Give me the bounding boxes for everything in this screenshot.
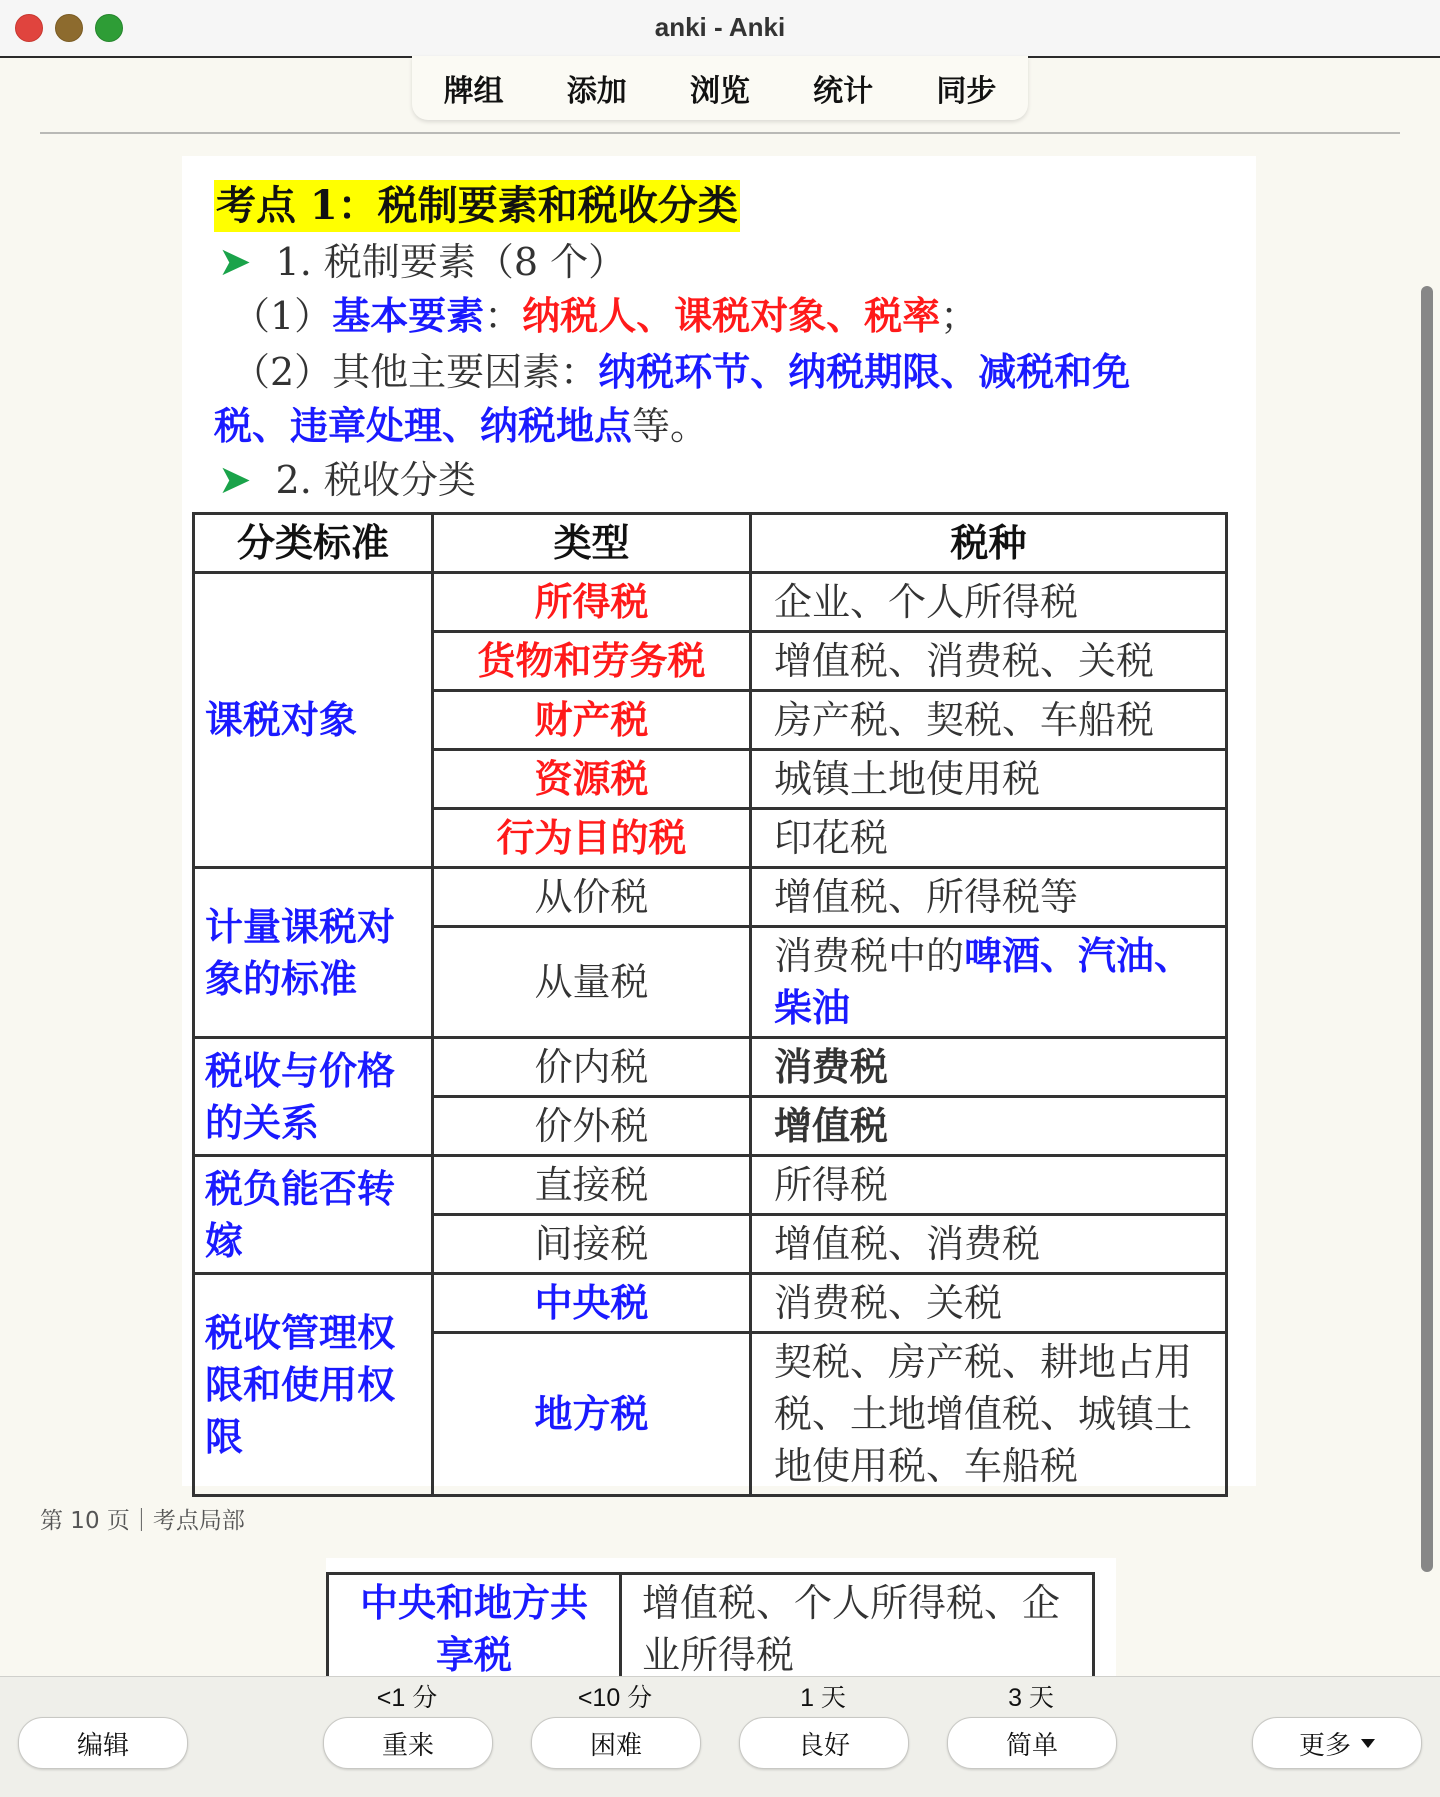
nav-browse[interactable]: 浏览 xyxy=(689,74,750,109)
group-cell: 计量课税对象的标准 xyxy=(194,868,433,1038)
taxes-plain-text: 消费税中的 xyxy=(774,934,965,978)
topic-heading: 考点 1：税制要素和税收分类 xyxy=(214,180,740,232)
type-cell: 价内税 xyxy=(433,1038,751,1097)
basic-elements-value: 纳税人、课税对象、税率 xyxy=(522,293,941,338)
divider xyxy=(40,132,1400,134)
group-cell: 税收与价格的关系 xyxy=(194,1038,433,1156)
taxes-cell: 增值税 xyxy=(751,1097,1227,1156)
type-cell: 价外税 xyxy=(433,1097,751,1156)
good-button[interactable]: 良好 xyxy=(739,1717,909,1769)
shared-tax-table xyxy=(326,1572,1095,1676)
header-type: 类型 xyxy=(433,514,751,573)
table-header-row xyxy=(194,514,1227,573)
section-1-line xyxy=(218,236,626,288)
hard-button[interactable]: 困难 xyxy=(531,1717,701,1769)
section-2-title: 2. 税收分类 xyxy=(275,458,476,502)
good-interval: 1 天 xyxy=(800,1684,846,1712)
other-elements-label: （2）其他主要因素： xyxy=(232,350,599,394)
type-cell: 货物和劳务税 xyxy=(433,632,751,691)
nav-decks[interactable]: 牌组 xyxy=(443,74,504,109)
taxes-cell: 房产税、契税、车船税 xyxy=(751,691,1227,750)
colon: ： xyxy=(484,294,523,338)
title-bar xyxy=(0,0,1440,58)
group-cell: 税收管理权限和使用权限 xyxy=(194,1274,433,1496)
etc-text: 等。 xyxy=(632,404,709,448)
card-image-snippet xyxy=(326,1558,1116,1676)
again-button[interactable]: 重来 xyxy=(323,1717,493,1769)
answer-bar xyxy=(0,1676,1440,1797)
type-cell: 财产税 xyxy=(433,691,751,750)
group-cell: 课税对象 xyxy=(194,573,433,868)
section-1-title: 1. 税制要素（8 个） xyxy=(275,240,627,284)
shared-tax-value: 增值税、个人所得税、企业所得税 xyxy=(621,1574,1094,1677)
taxes-cell: 增值税、消费税、关税 xyxy=(751,632,1227,691)
card-image xyxy=(182,156,1256,1486)
type-cell: 直接税 xyxy=(433,1156,751,1215)
header-taxes: 税种 xyxy=(751,514,1227,573)
type-cell: 从量税 xyxy=(433,927,751,1038)
taxes-cell: 增值税、消费税 xyxy=(751,1215,1227,1274)
nav-add[interactable]: 添加 xyxy=(566,74,627,109)
page-caption: 第 10 页｜考点局部 xyxy=(40,1508,245,1534)
table-row xyxy=(194,573,1227,632)
more-label: 更多 xyxy=(1298,1730,1351,1761)
table-row xyxy=(194,1038,1227,1097)
basic-elements-label: 基本要素 xyxy=(332,293,485,338)
taxes-cell: 印花税 xyxy=(751,809,1227,868)
type-cell: 行为目的税 xyxy=(433,809,751,868)
taxes-cell: 消费税、关税 xyxy=(751,1274,1227,1333)
type-cell: 所得税 xyxy=(433,573,751,632)
scrollbar-thumb[interactable] xyxy=(1421,286,1433,1572)
taxes-highlight-text: 啤酒、汽油、柴油 xyxy=(774,933,1193,1030)
more-button[interactable] xyxy=(1252,1717,1422,1769)
type-cell: 中央税 xyxy=(433,1274,751,1333)
other-elements-line xyxy=(232,346,1130,398)
taxes-cell: 城镇土地使用税 xyxy=(751,750,1227,809)
group-cell: 税负能否转嫁 xyxy=(194,1156,433,1274)
tax-classification-table xyxy=(192,512,1228,1497)
taxes-cell xyxy=(751,927,1227,1038)
taxes-cell: 消费税 xyxy=(751,1038,1227,1097)
top-nav xyxy=(412,56,1028,120)
table-row xyxy=(328,1574,1094,1677)
arrow-right-icon: ➤ xyxy=(218,239,252,285)
table-row xyxy=(194,868,1227,927)
easy-button[interactable]: 简单 xyxy=(947,1717,1117,1769)
easy-interval: 3 天 xyxy=(1008,1684,1054,1712)
type-cell: 资源税 xyxy=(433,750,751,809)
chevron-down-icon xyxy=(1361,1739,1375,1748)
window-title: anki - Anki xyxy=(654,12,786,42)
hard-interval: <10 分 xyxy=(577,1684,653,1712)
other-elements-line-2 xyxy=(214,400,708,452)
type-cell: 地方税 xyxy=(433,1333,751,1496)
arrow-right-icon: ➤ xyxy=(218,457,252,503)
other-elements-value-1: 纳税环节、纳税期限、减税和免 xyxy=(598,349,1131,394)
type-cell: 从价税 xyxy=(433,868,751,927)
taxes-cell: 企业、个人所得税 xyxy=(751,573,1227,632)
type-cell: 间接税 xyxy=(433,1215,751,1274)
taxes-cell: 契税、房产税、耕地占用税、土地增值税、城镇土地使用税、车船税 xyxy=(751,1333,1227,1496)
semicolon: ； xyxy=(940,294,979,338)
taxes-cell: 所得税 xyxy=(751,1156,1227,1215)
other-elements-value-2: 税、违章处理、纳税地点 xyxy=(214,403,633,448)
basic-elements-line xyxy=(232,290,978,342)
nav-sync[interactable]: 同步 xyxy=(936,74,997,109)
nav-stats[interactable]: 统计 xyxy=(813,74,874,109)
table-row xyxy=(194,1274,1227,1333)
again-interval: <1 分 xyxy=(376,1684,438,1712)
header-standard: 分类标准 xyxy=(194,514,433,573)
taxes-cell: 增值税、所得税等 xyxy=(751,868,1227,927)
table-row xyxy=(194,1156,1227,1215)
item-number: （1） xyxy=(232,294,333,338)
shared-tax-label: 中央和地方共享税 xyxy=(328,1574,621,1677)
section-2-line xyxy=(218,454,476,506)
edit-button[interactable]: 编辑 xyxy=(18,1717,188,1769)
